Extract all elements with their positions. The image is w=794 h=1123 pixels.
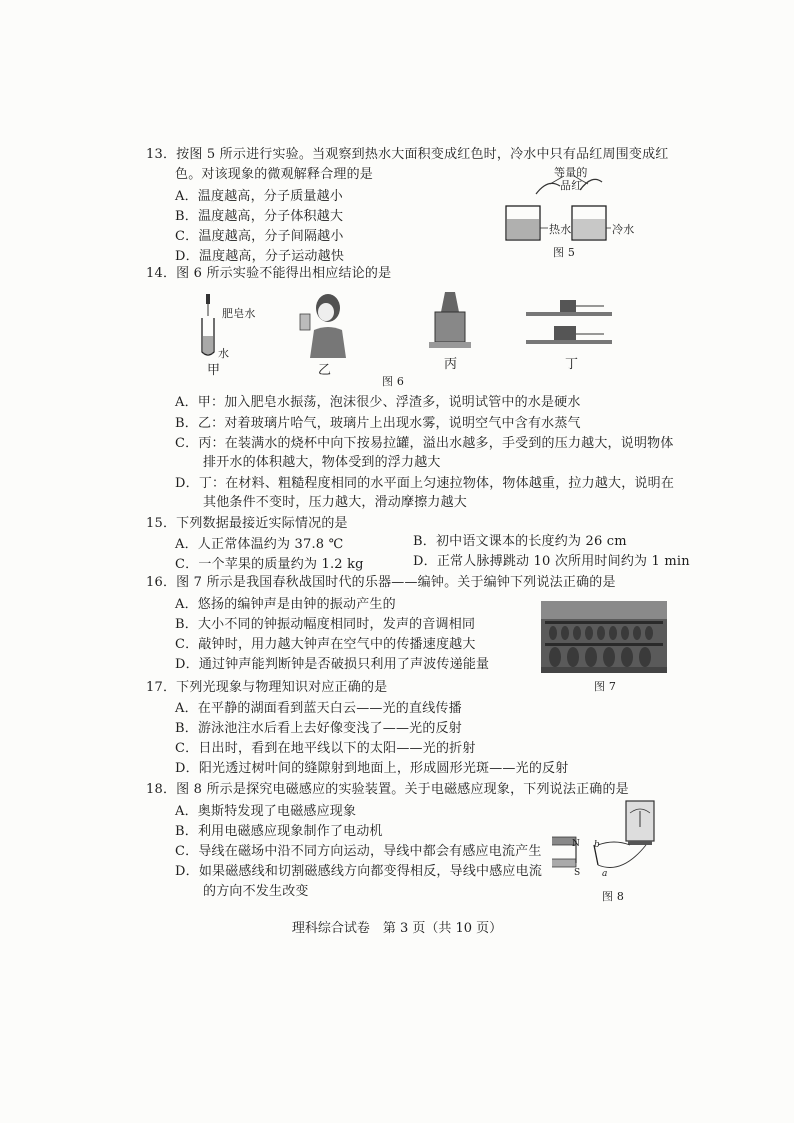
fig7-caption: 图 7 [594,680,617,693]
q13-option-d: D．温度越高，分子运动越快 [175,249,345,264]
q15-stem: 15．下列数据最接近实际情况的是 [146,516,348,531]
fig8-label-a: a [602,869,608,879]
q16-option-d: D．通过钟声能判断钟是否破损只利用了声波传递能量 [175,657,490,672]
q13-option-a: A．温度越高，分子质量越小 [175,189,343,204]
page-footer: 理科综合试卷 第 3 页（共 10 页） [291,921,503,936]
q18-stem: 18．图 8 所示是探究电磁感应的实验装置。关于电磁感应现象，下列说法正确的是 [146,782,629,797]
fig8-caption: 图 8 [602,890,625,903]
fig5-label-magenta: 品红 [560,179,583,192]
q16-option-c: C．敲钟时，用力越大钟声在空气中的传播速度越大 [175,637,476,652]
figure-6-bing [425,290,475,350]
q14-option-d-line2: 其他条件不变时，压力越大，滑动摩擦力越大 [203,495,468,510]
q18-option-c: C．导线在磁场中沿不同方向运动，导线中都会有感应电流产生 [175,844,542,859]
q16-option-b: B．大小不同的钟振动幅度相同时，发声的音调相同 [175,617,476,632]
q13-option-b: B．温度越高，分子体积越大 [175,209,344,224]
q14-option-d-line1: D．丁：在材料、粗糙程度相同的水平面上匀速拉物体，物体越重，拉力越大，说明在 [175,476,675,491]
fig5-label-equal: 等量的 [554,166,588,179]
fig8-label-b: b [594,840,600,850]
figure-6-yi [296,290,356,360]
q17-stem: 17．下列光现象与物理知识对应正确的是 [146,680,388,695]
friction-block-diagram [524,292,614,358]
q18-option-b: B．利用电磁感应现象制作了电动机 [175,824,383,839]
q15-option-a: A．人正常体温约为 37.8 ℃ [175,537,344,552]
q17-option-d: D．阳光透过树叶间的缝隙射到地面上，形成圆形光斑——光的反射 [175,761,569,776]
q14-option-c-line2: 排开水的体积越大，物体受到的浮力越大 [203,455,441,470]
figure-6-ding [524,292,614,358]
q15-option-b: B．初中语文课本的长度约为 26 cm [413,534,627,549]
q13-stem-line1: 13．按图 5 所示进行实验。当观察到热水大面积变成红色时，冷水中只有品红周围变成红 [146,147,669,162]
fig6-caption: 图 6 [382,375,405,388]
q17-option-b: B．游泳池注水后看上去好像变浅了——光的反射 [175,721,462,736]
q18-option-d-line1: D．如果磁感线和切割磁感线方向都变得相反，导线中感应电流 [175,864,543,879]
beaker-can-diagram [425,290,475,350]
fig6-label-water: 水 [218,347,230,360]
fig6-label-yi: 乙 [318,363,332,378]
q16-stem: 16．图 7 所示是我国春秋战国时代的乐器——编钟。关于编钟下列说法正确的是 [146,575,616,590]
fig6-label-soap-water: 肥皂水 [222,307,256,320]
fig5-label-cold-water: 冷水 [612,223,635,236]
q15-option-c: C．一个苹果的质量约为 1.2 kg [175,557,364,572]
q18-option-a: A．奥斯特发现了电磁感应现象 [175,804,357,819]
q14-option-a: A．甲：加入肥皂水振荡，泡沫很少、浮渣多，说明试管中的水是硬水 [175,395,581,410]
fig8-label-n: N [572,839,581,849]
q15-option-d: D．正常人脉搏跳动 10 次所用时间约为 1 min [413,554,690,569]
q14-option-b: B．乙：对着玻璃片哈气，玻璃片上出现水雾，说明空气中含有水蒸气 [175,416,581,431]
q13-option-c: C．温度越高，分子间隔越小 [175,229,344,244]
q17-option-a: A．在平静的湖面看到蓝天白云——光的直线传播 [175,701,462,716]
fig8-label-s: S [574,868,581,878]
q17-option-c: C．日出时，看到在地平线以下的太阳——光的折射 [175,741,476,756]
q14-stem: 14．图 6 所示实验不能得出相应结论的是 [146,266,392,281]
fig6-label-jia: 甲 [207,363,221,378]
chime-bells-image [541,601,667,673]
q18-option-d-line2: 的方向不发生改变 [203,884,309,899]
q16-option-a: A．悠扬的编钟声是由钟的振动产生的 [175,597,396,612]
q13-stem-line2: 色。对该现象的微观解释合理的是 [175,167,374,182]
girl-breathing-diagram [296,290,356,360]
fig6-label-ding: 丁 [565,357,579,372]
fig5-caption: 图 5 [553,246,576,259]
q14-option-c-line1: C．丙：在装满水的烧杯中向下按易拉罐，溢出水越多，手受到的压力越大，说明物体 [175,436,674,451]
fig5-label-hot-water: 热水 [549,223,572,236]
fig6-label-bing: 丙 [444,357,458,372]
figure-7-chime-bells-photo [541,601,667,673]
